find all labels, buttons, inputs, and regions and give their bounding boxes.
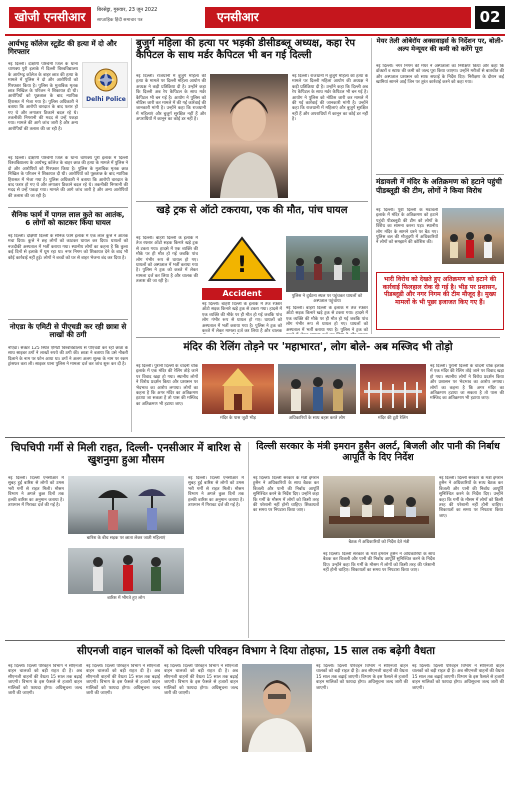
column-rule [371,38,372,334]
body-a4-2: नई दिल्ली। राजधानी में बुजुर्ग महिला की हत्या के मामले पर दिल्ली महिला आयोग की अध्यक्ष ने कड़ी प्रतिक्रिया दी है। उन्होंने कहा कि दिल्ली अब रेप कैपिटल के साथ मर्डर कैपिटल भी बन गई है। आयोग ने पुलिस को नोटिस जारी कर मामले में की गई कार्रवाई की जानकारी मांगी है। उन्होंने कहा कि राजधानी में महिलाएं और बुजुर्ग सुरक्षित नहीं हैं और अपराधियों में कानून का कोई डर नहीं है। [292,74,368,123]
body-a9-2: नई दिल्ली। दिल्ली एनसीआर में सुबह हुई बारिश से लोगों को उमस भरी गर्मी से राहत मिली। मौसम विभाग ने अगले कुछ दिनों तक हल्की बारिश का अनुमान जताया है। तापमान में गिरावट दर्ज की गई है। [188,476,244,509]
protest-crowd-icon [442,208,504,264]
police-badge-icon [84,65,128,95]
headline-a4: बुजुर्ग महिला की हत्या पर भड़की डीसीडब्लू अध्यक्ष, कहा रेप कैपिटल के साथ मर्डर कैपिटल भी बन गई दिल्ली [136,38,356,61]
headline-a1: आर्यभट्ट कॉलेज स्टूडेंट की हत्या में दो और गिरफ्तार [8,39,117,57]
temple-photo-3 [360,364,426,414]
body-a6-2: नई दिल्ली। पुरानी दिल्ली के चांदनी चौक इलाके में एक मंदिर की रेलिंग तोड़े जाने पर विवाद खड़ा हो गया। स्थानीय लोगों ने विरोध प्रदर्शन किया और प्रशासन पर भेदभाव का आरोप लगाया। लोगों का कहना है कि अगर मंदिर का अतिक्रमण हटाया जा सकता है तो पास की मस्जिद का अतिक्रमण भी हटाया जाए। [430,364,504,402]
woman-portrait-icon [210,74,288,198]
accident-sign [202,236,282,286]
body-a11-5: नई दिल्ली। दिल्ली परिवहन विभाग ने सीएनजी वाहन चालकों को बड़ी राहत दी है। अब सीएनजी वाहनों की वैधता 15 साल तक बढ़ाई जाएगी। विभाग के इस फैसले से हजारों वाहन मालिकों को फायदा होगा। अधिसूचना जल्द जारी की जाएगी। [412,664,504,691]
divider [8,207,128,208]
temple-caption-2: अधिकारियों के साथ बहस करते लोग [288,416,346,421]
divider [376,174,504,175]
body-a5-3: नई दिल्ली। बाहरी दिल्ली के इलाके में तेज रफ्तार ऑटो सड़क किनारे खड़े ट्रक से टकरा गया। हादसे में एक व्यक्ति की मौके पर ही मौत हो गई जबकि पांच लोग गंभीर रूप से घायल हो गए। घायलों को अस्पताल में भर्ती कराया गया है। पुलिस ने ट्रक को [286,306,368,333]
mandawali-photo [442,208,504,264]
portrait-photo [210,74,288,198]
divider [5,640,505,641]
tagline: साप्ताहिक हिंदी समाचार पत्र [97,18,143,23]
svg-text:!: ! [236,253,248,278]
rain-photo-1 [68,476,184,534]
meeting-photo [323,476,435,538]
masthead [5,3,505,33]
body-a3: नोएडा। सेक्टर 125 स्थित एमिटी विश्वविद्यालय से पीएचडी कर रही छात्रा के साथ साइबर ठगों ने लाखों रुपये की ठगी की। छात्रा ने बताया कि उसे नौकरी दिलाने के नाम पर फोन आया था। ठगों ने अलग अलग शुल्क के नाम पर रकम ट्रांसफर करा ली। साइबर थाना पुलिस ने मामला दर्ज कर जांच शुरू कर दी है। [8,346,128,368]
umbrella-icon [68,476,184,534]
warning-icon [202,236,282,286]
rain-photo-2 [68,548,184,594]
headline-a5: खड़े ट्रक से ऑटो टकराया, एक की मौत, पांच घायल [156,205,348,216]
crowd-icon [286,236,368,292]
temple-photo-1 [202,364,274,414]
minister-portrait [242,664,312,752]
accident-photo-caption: पुलिस ने दुर्घटना स्थल पर पहुंचकर घायलों को अस्पताल पहुंचाया [291,294,363,304]
body-a5-1: नई दिल्ली। बाहरी दिल्ली के इलाके में तेज रफ्तार ऑटो सड़क किनारे खड़े ट्रक से टकरा गया। हादसे में एक व्यक्ति की मौके पर ही मौत हो गई जबकि पांच लोग गंभीर रूप से घायल हो गए। घायलों को अस्पताल में भर्ती कराया गया है। पुलिस ने ट्रक को कब्जे में लेकर मामला दर्ज कर लिया है और चालक की तलाश की जा रही है। [136,236,198,285]
body-a10-3: नई दिल्ली। दिल्ली सरकार के मंत्री इमरान हुसैन ने अधिकारियों के साथ बैठक कर बिजली और पानी की निर्बाध आपूर्ति सुनिश्चित करने के निर्देश दिए। उन्होंने कहा कि गर्मी के मौसम में लोगों को किसी तरह की परेशानी नहीं होनी चाहिए। शिकायतों का समय पर निपटारा किया जाए। [439,476,503,519]
body-a11-3: नई दिल्ली। दिल्ली परिवहन विभाग ने सीएनजी वाहन चालकों को बड़ी राहत दी है। अब सीएनजी वाहनों की वैधता 15 साल तक बढ़ाई जाएगी। विभाग के इस फैसले से हजारों वाहन मालिकों को फायदा होगा। अधिसूचना जल्द जारी की जाएगी। [164,664,238,697]
body-a11-1: नई दिल्ली। दिल्ली परिवहन विभाग ने सीएनजी वाहन चालकों को बड़ी राहत दी है। अब सीएनजी वाहनों की वैधता 15 साल तक बढ़ाई जाएगी। विभाग के इस फैसले से हजारों वाहन मालिकों को फायदा होगा। अधिसूचना जल्द जारी की जाएगी। [8,664,82,697]
divider [136,201,368,202]
column-rule [131,38,132,432]
temple-icon [202,364,274,414]
brand-logo: खोजी एनसीआर [9,7,91,28]
rain-caption-2: बारिश में भीगते हुए लोग [107,596,145,601]
body-a10-2: नई दिल्ली। दिल्ली सरकार के मंत्री इमरान हुसैन ने अधिकारियों के साथ बैठक कर बिजली और पानी की निर्बाध आपूर्ति सुनिश्चित करने के निर्देश दिए। उन्होंने कहा कि गर्मी के मौसम में लोगों को किसी तरह की परेशानी नहीं होनी चाहिए। शिकायतों का समय पर निपटारा किया जाए। [323,552,435,574]
headline-a10: दिल्ली सरकार के मंत्री इमरान हुसैन अलर्ट, बिजली और पानी की निर्बाध आपूर्ति के दिए निर्देश [256,441,500,463]
column-rule [248,442,249,638]
rain-people-icon [68,548,184,594]
body-a4-1: नई दिल्ली। राजधानी में बुजुर्ग महिला की हत्या के मामले पर दिल्ली महिला आयोग की अध्यक्ष ने कड़ी प्रतिक्रिया दी है। उन्होंने कहा कि दिल्ली अब रेप कैपिटल के साथ मर्डर कैपिटल भी बन गई है। आयोग ने पुलिस को नोटिस जारी कर मामले में की गई कार्रवाई की जानकारी मांगी है। उन्होंने कहा कि राजधानी में महिलाएं और बुजुर्ग सुरक्षित नहीं हैं और अपराधियों में कानून का कोई डर नहीं है। [136,74,206,123]
body-a1-cont: नई दिल्ली। दक्षिणी पश्चिमी जिले के थाना चाणक्य पुरी इलाके में दिल्ली विश्वविद्यालय के आर्यभट्ट कॉलेज के बाहर छात्र की हत्या के मामले में पुलिस ने दो और आरोपियों को गिरफ्तार किया है। पुलिस के मुताबिक मृतक छात्र निखिल के परिजन ने शिकायत दी थी। आरोपियों को पूछताछ के बाद न्यायिक हिरासत में भेजा गया है। पुलिस अधिकारी ने बताया कि आरोपी वारदात के बाद फरार हो गए थे और लगातार ठिकाने बदल रहे थे। तकनीकी निगरानी की मदद से उन्हें पकड़ा गया। मामले की आगे जांच जारी है और अन्य आरोपियों की तलाश की जा रही है। [8,156,128,199]
meeting-caption: बैठक में अधिकारियों को निर्देश देते मंत्री [348,540,410,545]
headline-a2: सैनिक फार्म में पागल लाल कुते का आतंक, 6 लोगों को काटकर किया घायल [11,210,125,228]
issue-date: बिरसेट्ठा, गुरुवार, 23 जून 2022 [97,7,158,13]
body-a6-1: नई दिल्ली। पुरानी दिल्ली के चांदनी चौक इलाके में एक मंदिर की रेलिंग तोड़े जाने पर विवाद खड़ा हो गया। स्थानीय लोगों ने विरोध प्रदर्शन किया और प्रशासन पर भेदभाव का आरोप लगाया। लोगों का कहना है कि अगर मंदिर का अतिक्रमण हटाया जा सकता है तो पास की मस्जिद का अतिक्रमण भी हटाया जाए। [136,364,198,407]
divider [5,437,505,438]
page-number: 02 [475,6,505,29]
meeting-icon [323,476,435,538]
man-portrait-icon [242,664,312,752]
body-a7: नई दिल्ली। नगर निगम की मेयर ने अस्पतालों का निरीक्षण किया और कहा कि डॉक्टरों व स्टाफ की कमी को जल्द पूरा किया जाएगा। उन्होंने मरीजों से बातचीत की और अस्पताल प्रशासन को साफ सफाई के निर्देश दिए। निरीक्षण के दौरान कई खामियां सामने आईं जिन पर तुरंत कार्रवाई करने को कहा गया। [376,64,504,86]
temple-photo-2 [278,364,356,414]
temple-caption-3: मंदिर की टूटी रेलिंग [378,416,408,421]
quote-text: भारी विरोध को देखते हुए अतिक्रमण को हटाने की कार्रवाई फिलहाल रोक दी गई है। भीड़ पर प्रशासन, पीडब्लूडी और नगर निगम की टीम मौजूद है। मुख्य मामलों के भी पूछा इजाजत किए गए हैं। [382,276,498,306]
body-a2: नई दिल्ली। दक्षिणी दिल्ली के सैनिक फार्म इलाके में एक लाल कुत्ते ने आतंक मचा दिया। कुत्ते ने छह लोगों को काटकर घायल कर दिया। घायलों को नजदीकी अस्पताल में भर्ती कराया गया। स्थानीय लोगों का कहना है कि कुत्ता कई दिनों से इलाके में घूम रहा था। नगर निगम को शिकायत देने के बाद भी कोई कार्रवाई नहीं हुई। लोगों ने बच्चों को घर से बाहर भेजना बंद कर दिया है। [8,234,128,261]
railing-icon [360,364,426,414]
headline-a9: चिपचिपी गर्मी से मिली राहत, दिल्ली- एनसीआर में बारिश से खुशनुमा हुआ मौसम [11,442,241,467]
temple-caption-1: मंदिर के पास जुटी भीड़ [220,416,256,421]
divider [136,337,500,338]
body-a11-2: नई दिल्ली। दिल्ली परिवहन विभाग ने सीएनजी वाहन चालकों को बड़ी राहत दी है। अब सीएनजी वाहनों की वैधता 15 साल तक बढ़ाई जाएगी। विभाग के इस फैसले से हजारों वाहन मालिकों को फायदा होगा। अधिसूचना जल्द जारी की जाएगी। [86,664,160,697]
body-a10-1: नई दिल्ली। दिल्ली सरकार के मंत्री इमरान हुसैन ने अधिकारियों के साथ बैठक कर बिजली और पानी की निर्बाध आपूर्ति सुनिश्चित करने के निर्देश दिए। उन्होंने कहा कि गर्मी के मौसम में लोगों को किसी तरह की परेशानी नहीं होनी चाहिए। शिकायतों का समय पर निपटारा किया जाए। [253,476,319,514]
body-a8-1: नई दिल्ली। पूर्वी दिल्ली के मंडावली इलाके में मंदिर के अतिक्रमण को हटाने पहुंची पीडब्लूडी की टीम को लोगों के विरोध का सामना करना पड़ा। स्थानीय लोग मंदिर के सामने धरने पर बैठ गए। पुलिस बल की मौजूदगी में अधिकारियों ने लोगों को समझाने की कोशिश की। [376,208,438,246]
divider [8,319,128,320]
delhi-police-logo [82,62,128,108]
people-arguing-icon [278,364,356,414]
headline-a7: मेयर तेली ओबेरॉय अक्सवाइर्स के निर्देशन पर, बोली- अल्प मेन्यूयर की कमी को करेंगे पूरा [376,37,504,53]
body-a9-1: नई दिल्ली। दिल्ली एनसीआर में सुबह हुई बारिश से लोगों को उमस भरी गर्मी से राहत मिली। मौसम विभाग ने अगले कुछ दिनों तक हल्की बारिश का अनुमान जताया है। तापमान में गिरावट दर्ज की गई है। [8,476,64,509]
accident-scene-photo [286,236,368,292]
headline-a8: मंडावली में मंदिर के अतिक्रमण को हटाने पहुंची पीडब्लूडी की टीम, लोगों ने किया विरोध [376,177,502,195]
header-rule [5,34,505,36]
accident-label: Accident [202,288,282,300]
body-a11-4: नई दिल्ली। दिल्ली परिवहन विभाग ने सीएनजी वाहन चालकों को बड़ी राहत दी है। अब सीएनजी वाहनों की वैधता 15 साल तक बढ़ाई जाएगी। विभाग के इस फैसले से हजारों वाहन मालिकों को फायदा होगा। अधिसूचना जल्द जारी की जाएगी। [316,664,408,691]
section-title: एनसीआर [205,7,471,28]
rain-caption-1: बारिश के बीच सड़क पर छाता लेकर जाती महिलाएं [86,536,166,541]
headline-a3: नोएडा के एमिटी से पीएचडी कर रही छात्रा से लाखों की ठगी [9,322,127,340]
quote-box [376,272,504,330]
headline-a6: मंदिर की रेलिंग तोड़ने पर 'महाभारत', लोग बोले- अब मस्जिद भी तोड़ो [183,341,453,353]
body-a5-2: नई दिल्ली। बाहरी दिल्ली के इलाके में तेज रफ्तार ऑटो सड़क किनारे खड़े ट्रक से टकरा गया। हादसे में एक व्यक्ति की मौके पर ही मौत हो गई जबकि पांच लोग गंभीर रूप से घायल हो गए। घायलों को अस्पताल में भर्ती कराया गया है। पुलिस ने ट्रक को कब्जे में लेकर मामला दर्ज कर लिया है और चालक [202,302,282,334]
headline-a11: सीएनजी वाहन चालकों को दिल्ली परिवहन विभाग ने दिया तोहफा, 15 साल तक बढ़ेगी वैधता [77,645,435,657]
police-logo-text: Delhi Police [86,96,126,103]
body-a1-left: नई दिल्ली। दक्षिणी पश्चिमी जिले के थाना चाणक्य पुरी इलाके में दिल्ली विश्वविद्यालय के आर्यभट्ट कॉलेज के बाहर छात्र की हत्या के मामले में पुलिस ने दो और आरोपियों को गिरफ्तार किया है। पुलिस के मुताबिक मृतक छात्र निखिल के परिजन ने शिकायत दी थी। आरोपियों को पूछताछ के बाद न्यायिक हिरासत में भेजा गया है। पुलिस अधिकारी ने बताया कि आरोपी वारदात के बाद फरार हो गए थे और लगातार ठिकाने बदल रहे थे। तकनीकी निगरानी की मदद से उन्हें पकड़ा गया। मामले की आगे जांच जारी है और अन्य आरोपियों की तलाश की जा रही है। [8,62,78,132]
